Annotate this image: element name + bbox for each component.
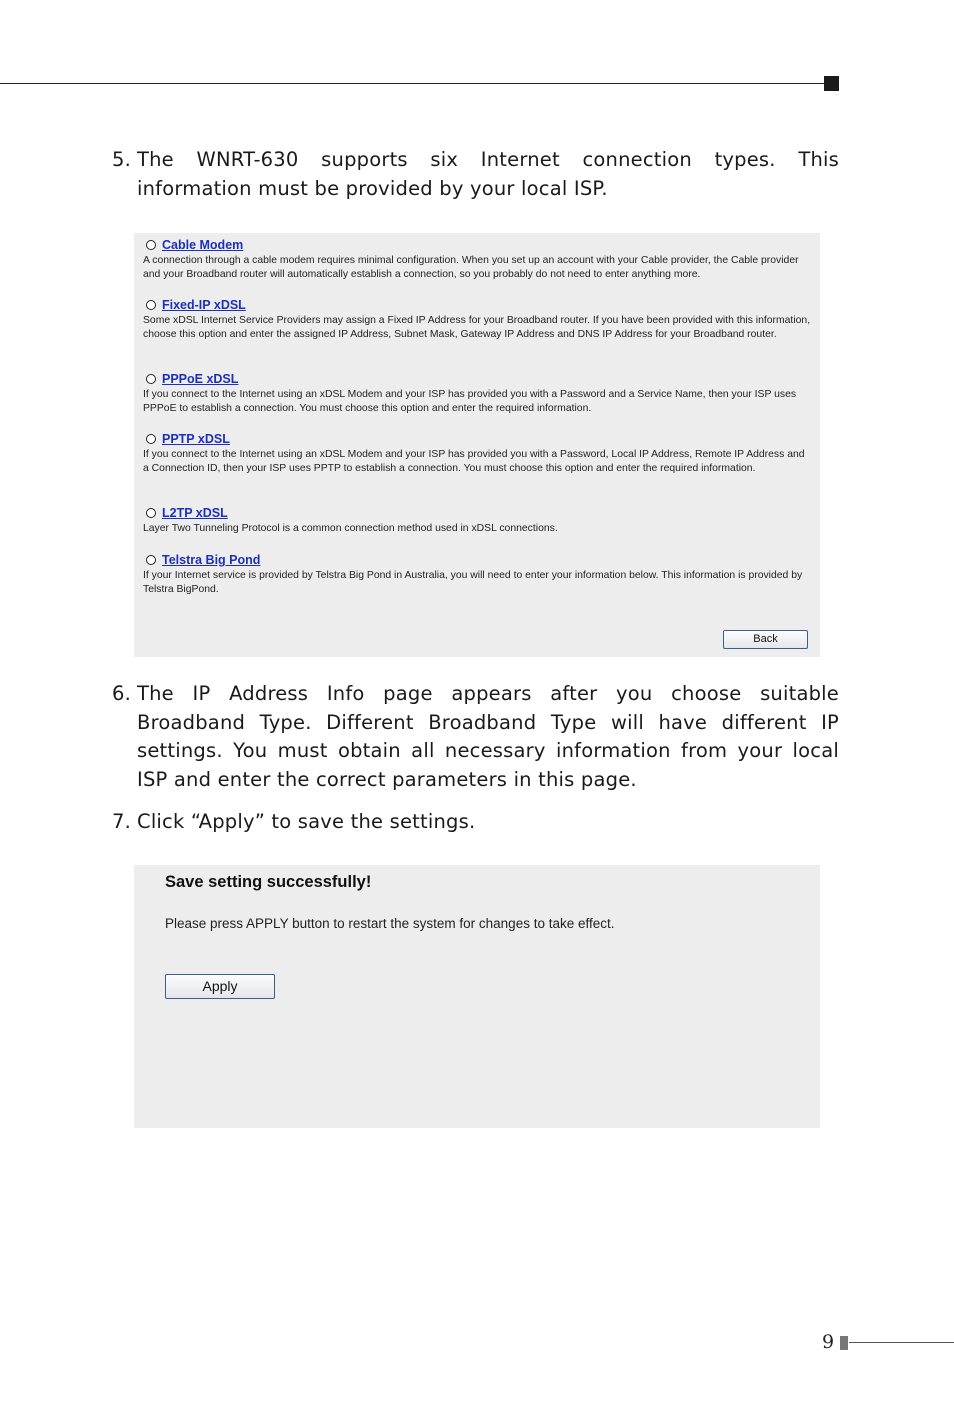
option-description: If you connect to the Internet using an xDSL Modem and your ISP has provided you with a Password and a Service Name, then your ISP uses PPPoE to establish a connection. You must choose this option and enter the required information. [143,389,797,414]
header-square-marker [824,76,839,91]
radio-l2tp-xdsl[interactable] [146,508,156,518]
link-pppoe-xdsl[interactable]: PPPoE xDSL [162,372,239,386]
step-text: The WNRT-630 supports six Internet connection types. This information must be provided by your local ISP. [137,148,839,200]
step-number: 6. [112,682,132,705]
link-fixed-ip-xdsl[interactable]: Fixed-IP xDSL [162,298,246,312]
link-cable-modem[interactable]: Cable Modem [162,238,244,252]
page-number: 9 [822,1331,835,1353]
option-description: Layer Two Tunneling Protocol is a common connection method used in xDSL connections. [143,523,558,534]
footer-rule [849,1342,954,1343]
radio-fixed-ip-xdsl[interactable] [146,300,156,310]
save-success-message: Please press APPLY button to restart the system for changes to take effect. [165,916,615,931]
link-telstra-big-pond[interactable]: Telstra Big Pond [162,553,261,567]
step-text: The IP Address Info page appears after you choose suitable Broadband Type. Different Broadband Type will have different IP settings. You must obtain all necessary information from your local ISP and enter the correct parameters in this page. [137,682,839,791]
connection-type-panel [134,233,820,657]
option-description: If you connect to the Internet using an xDSL Modem and your ISP has provided you with a Password, Local IP Address, Remote IP Address and a Connection ID, then your ISP uses PPTP to establish a connection. You must choose this option and enter the required information. [143,449,805,474]
link-pptp-xdsl[interactable]: PPTP xDSL [162,432,230,446]
radio-telstra-big-pond[interactable] [146,555,156,565]
step-number: 7. [112,810,132,833]
apply-button[interactable]: Apply [165,974,275,999]
option-pppoe-xdsl [143,371,813,416]
save-success-title: Save setting successfully! [165,873,372,891]
radio-cable-modem[interactable] [146,240,156,250]
save-success-panel [134,865,820,1128]
option-description: If your Internet service is provided by Telstra Big Pond in Australia, you will need to enter your information below. This information is provided by Telstra BigPond. [143,570,803,595]
option-pptp-xdsl [143,431,813,476]
link-l2tp-xdsl[interactable]: L2TP xDSL [162,506,228,520]
radio-pppoe-xdsl[interactable] [146,374,156,384]
back-button[interactable]: Back [723,630,808,649]
step-text: Click “Apply” to save the settings. [137,810,476,833]
step-5 [112,146,839,203]
step-number: 5. [112,148,132,171]
footer-square-marker [840,1336,848,1350]
option-description: A connection through a cable modem requires minimal configuration. When you set up an account with your Cable provider, the Cable provider and your Broadband router will automatically establish a connection, so you probably do not need to enter anything more. [143,255,799,280]
option-l2tp-xdsl [143,505,813,536]
option-telstra-big-pond [143,552,813,597]
option-cable-modem [143,237,813,282]
radio-pptp-xdsl[interactable] [146,434,156,444]
header-rule [0,83,826,84]
step-6 [112,680,839,794]
option-description: Some xDSL Internet Service Providers may assign a Fixed IP Address for your Broadband router. If you have been provided with this information, choose this option and enter the assigned IP Address, Subnet Mask, Gateway IP Address and DNS IP Address for your Broadband router. [143,315,811,340]
option-fixed-ip-xdsl [143,297,813,342]
step-7 [112,808,839,837]
